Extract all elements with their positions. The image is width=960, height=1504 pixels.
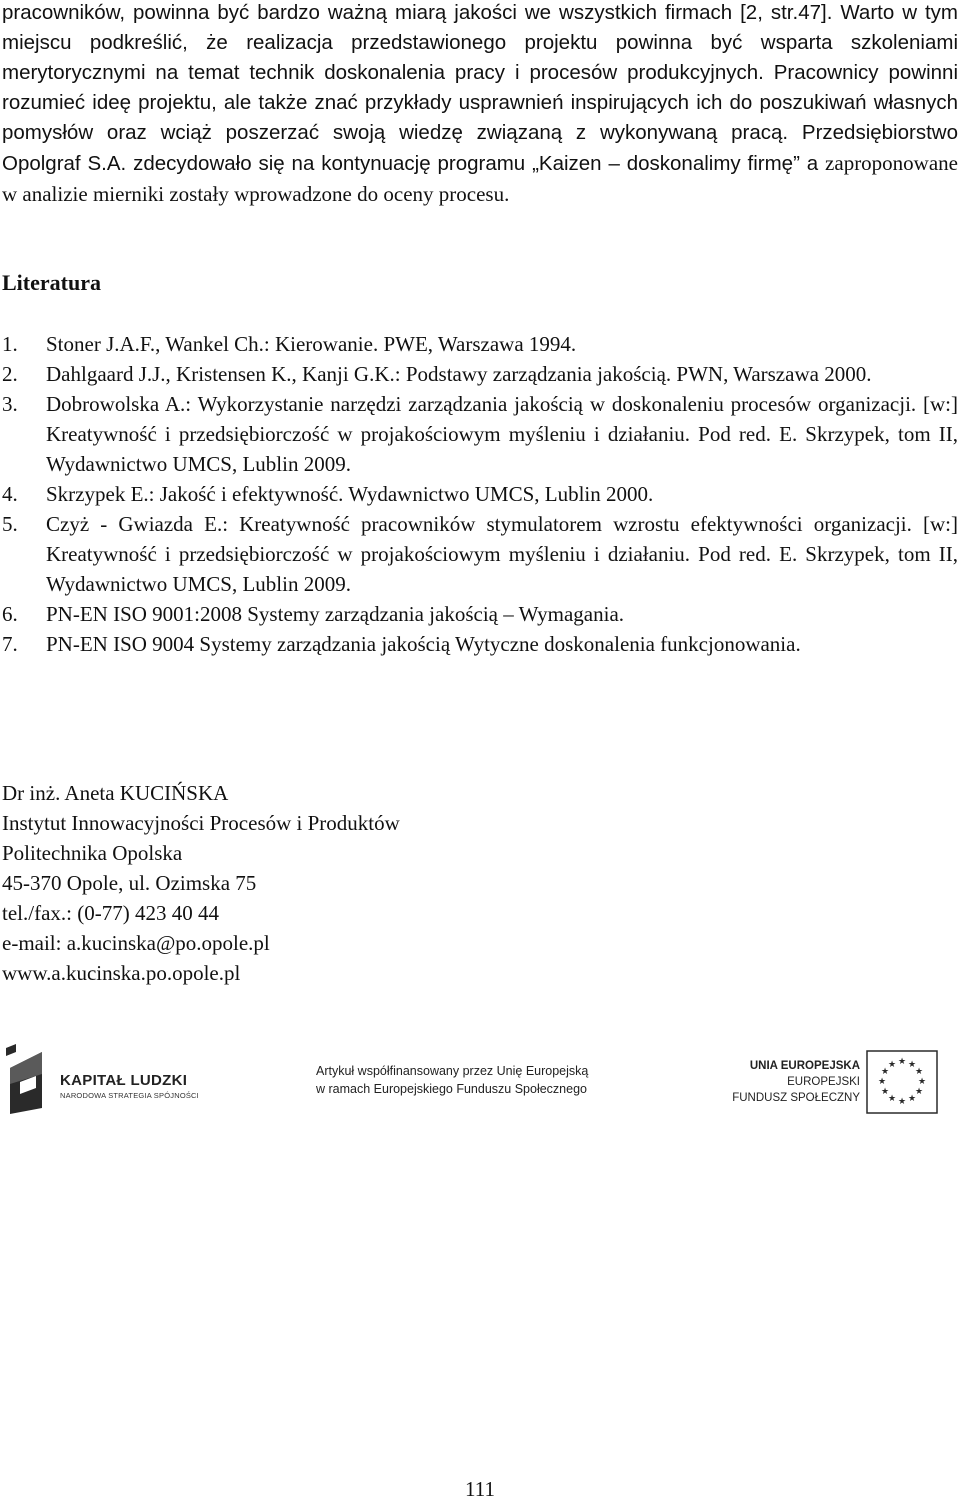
svg-text:★: ★	[887, 1094, 897, 1104]
reference-text: Dobrowolska A.: Wykorzystanie narzędzi zarządzania jakością w doskonaleniu procesów organizacji. [w:] Kreatywność i przedsiębiorczość w projakościowym myśleniu i działaniu. Pod red. E. Skrzypek, tom II, Wydawnictwo UMCS, Lublin 2009.	[46, 392, 958, 476]
eu-line-3: FUNDUSZ SPOŁECZNY	[732, 1092, 860, 1104]
eu-fund-label	[704, 1058, 860, 1106]
author-name: Dr inż. Aneta KUCIŃSKA	[2, 781, 229, 805]
svg-text:★: ★	[880, 1067, 890, 1077]
svg-text:★: ★	[914, 1067, 924, 1077]
svg-text:★: ★	[897, 1057, 907, 1067]
reference-item	[2, 509, 958, 599]
kapital-ludzki-subtitle: NARODOWA STRATEGIA SPÓJNOŚCI	[60, 1091, 199, 1100]
reference-number: 5.	[2, 512, 18, 536]
eu-line-2: EUROPEJSKI	[787, 1076, 860, 1088]
reference-number: 3.	[2, 392, 18, 416]
section-heading: Literatura	[2, 270, 101, 295]
svg-text:★: ★	[897, 1097, 907, 1107]
svg-text:★: ★	[907, 1094, 917, 1104]
paragraph-text-sans: pracowników, powinna być bardzo ważną miarą jakości we wszystkich firmach [2, str.47]. Warto w tym miejscu podkreślić, że realizacja przedstawionego projektu powinna być wsparta szkoleniami merytorycznymi na temat technik doskonalenia pracy i procesów produkcyjnych. Pracownicy powinni rozumieć ideę projektu, ale także znać przykłady usprawnień inspirujących ich do poszukiwań własnych pomysłów oraz wciąż poszerzać swoją wiedzę związaną z wykonywaną pracą. Przedsiębiorstwo Opolgraf S.A. zdecydowało się na kontynuację programu „Kaizen – doskonalimy firmę” a	[2, 1, 958, 175]
author-info	[2, 778, 400, 988]
author-website: www.a.kucinska.po.opole.pl	[2, 961, 241, 985]
funding-footer	[0, 1040, 960, 1120]
reference-item	[2, 329, 958, 359]
svg-text:★: ★	[907, 1060, 917, 1070]
reference-item	[2, 359, 958, 389]
author-phone: tel./fax.: (0-77) 423 40 44	[2, 901, 219, 925]
reference-item	[2, 629, 958, 659]
reference-item	[2, 479, 958, 509]
reference-text: Czyż - Gwiazda E.: Kreatywność pracowników stymulatorem wzrostu efektywności organizacji. [w:] Kreatywność i przedsiębiorczość w projakościowym myśleniu i działaniu. Pod red. E. Skrzypek, tom II, Wydawnictwo UMCS, Lublin 2009.	[46, 512, 958, 596]
paragraph-text-serif: zaproponowane w analizie mierniki zostały wprowadzone do oceny procesu.	[2, 151, 958, 206]
kapital-ludzki-title: KAPITAŁ LUDZKI	[60, 1072, 188, 1089]
reference-number: 1.	[2, 332, 18, 356]
svg-text:★: ★	[880, 1087, 890, 1097]
reference-item	[2, 389, 958, 479]
page-number: 111	[465, 1477, 495, 1501]
svg-text:★: ★	[877, 1077, 887, 1087]
reference-number: 2.	[2, 362, 18, 386]
author-university: Politechnika Opolska	[2, 841, 183, 865]
kapital-ludzki-logo-icon	[6, 1044, 46, 1116]
svg-text:★: ★	[917, 1077, 927, 1087]
author-email: e-mail: a.kucinska@po.opole.pl	[2, 931, 270, 955]
reference-text: Stoner J.A.F., Wankel Ch.: Kierowanie. PWE, Warszawa 1994.	[46, 332, 577, 356]
cofinance-line-2: w ramach Europejskiego Funduszu Społecznego	[316, 1082, 587, 1096]
reference-number: 7.	[2, 632, 18, 656]
eu-line-1: UNIA EUROPEJSKA	[749, 1060, 860, 1072]
reference-text: Dahlgaard J.J., Kristensen K., Kanji G.K.: Podstawy zarządzania jakością. PWN, Warszawa 2000.	[46, 362, 872, 386]
author-institute: Instytut Innowacyjności Procesów i Produktów	[2, 811, 400, 835]
eu-flag-icon	[866, 1050, 938, 1114]
reference-number: 6.	[2, 602, 18, 626]
body-paragraph	[2, 0, 958, 210]
reference-list	[2, 329, 958, 659]
reference-text: PN-EN ISO 9001:2008 Systemy zarządzania jakością – Wymagania.	[46, 602, 625, 626]
cofinance-line-1: Artykuł współfinansowany przez Unię Europejską	[316, 1064, 589, 1078]
reference-number: 4.	[2, 482, 18, 506]
reference-text: PN-EN ISO 9004 Systemy zarządzania jakością Wytyczne doskonalenia funkcjonowania.	[46, 632, 801, 656]
reference-item	[2, 599, 958, 629]
svg-text:★: ★	[914, 1087, 924, 1097]
author-address: 45-370 Opole, ul. Ozimska 75	[2, 871, 257, 895]
cofinance-note	[316, 1062, 646, 1098]
svg-text:★: ★	[887, 1060, 897, 1070]
reference-text: Skrzypek E.: Jakość i efektywność. Wydawnictwo UMCS, Lublin 2000.	[46, 482, 654, 506]
